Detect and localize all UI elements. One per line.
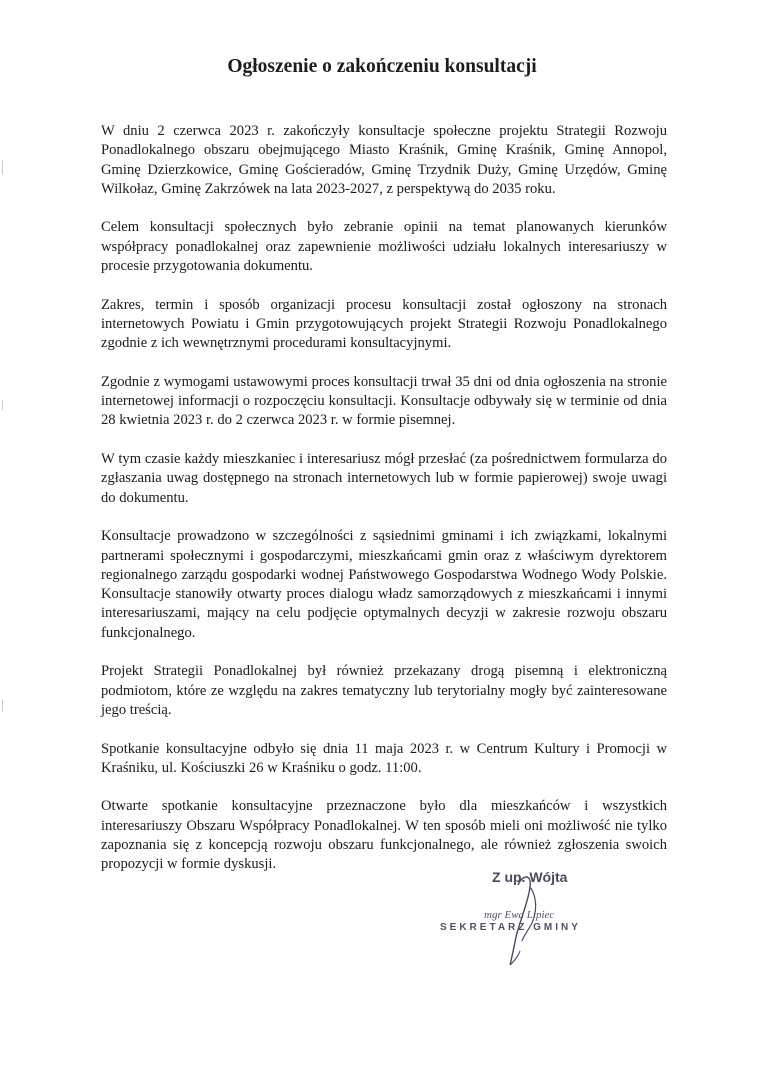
paragraph: Zgodnie z wymogami ustawowymi proces konsultacji trwał 35 dni od dnia ogłoszenia na stronie internetowej informacji o rozpoczęciu konsultacji. Konsultacje odbywały się w terminie od dnia 28 kwietnia 2023 r. do 2 czerwca 2023 r. w formie pisemnej. [101, 373, 667, 429]
stamp-name-line: mgr Ewa Lipiec [484, 909, 555, 921]
scan-edge-mark [2, 400, 3, 410]
document-body [101, 122, 667, 894]
paragraph: W tym czasie każdy mieszkaniec i interesariusz mógł przesłać (za pośrednictwem formularza do zgłaszania uwag dostępnego na stronach internetowych lub w formie papierowej) swoje uwagi do dokumentu. [101, 451, 667, 506]
stamp-role-line: SEKRETARZ GMINY [440, 922, 581, 933]
scan-edge-mark [2, 160, 3, 174]
paragraph: Spotkanie konsultacyjne odbyło się dnia 11 maja 2023 r. w Centrum Kultury i Promocji w Kraśniku, ul. Kościuszki 26 w Kraśniku o godz. 11:00. [101, 740, 667, 776]
paragraph: Projekt Strategii Ponadlokalnej był również przekazany drogą pisemną i elektroniczną podmiotom, które ze względu na zakres tematyczny lub terytorialny mogły być zainteresowane jego treścią. [101, 663, 667, 718]
paragraph: Zakres, termin i sposób organizacji procesu konsultacji został ogłoszony na stronach internetowych Powiatu i Gmin przygotowujących projekt Strategii Rozwoju Ponadlokalnego zgodnie z ich wewnętrznymi procedurami konsultacyjnymi. [101, 296, 667, 352]
scan-edge-mark [2, 700, 3, 712]
handwritten-signature-icon [440, 865, 640, 975]
stamp-authority-line: Z up. Wójta [492, 869, 568, 885]
document-title: Ogłoszenie o zakończeniu konsultacji [227, 56, 537, 77]
paragraph: Konsultacje prowadzono w szczególności z sąsiednimi gminami i ich związkami, lokalnymi partnerami społecznymi i gospodarczymi, mieszkańcami gmin oraz z właściwym dyrektorem regionalnego zarządu gospodarki wodnej Państwowego Gospodarstwa Wodnego Wody Polskie. Konsultacje stanowiły otwarty proces dialogu władz samorządowych z mieszkańcami i innymi interesariuszami, mający na celu podjęcie optymalnych decyzji w zakresie rozwoju obszaru funkcjonalnego. [101, 528, 667, 641]
paragraph: Otwarte spotkanie konsultacyjne przeznaczone było dla mieszkańców i wszystkich interesariuszy Obszaru Współpracy Ponadlokalnej. W ten sposób mieli oni możliwość nie tylko zapoznania się z koncepcją rozwoju obszaru funkcjonalnego, ale również zgłoszenia swoich propozycji w formie dyskusji. [101, 798, 667, 873]
paragraph: W dniu 2 czerwca 2023 r. zakończyły konsultacje społeczne projektu Strategii Rozwoju Ponadlokalnego obszaru obejmującego Miasto Kraśnik, Gminę Kraśnik, Gminę Annopol, Gminę Dzierzkowice, Gminę Gościeradów, Gminę Trzydnik Duży, Gminę Urzędów, Gminę Wilkołaz, Gminę Zakrzówek na lata 2023-2027, z perspektywą do 2035 roku. [101, 123, 667, 197]
signature-stamp [440, 865, 640, 975]
paragraph: Celem konsultacji społecznych było zebranie opinii na temat planowanych kierunków współpracy ponadlokalnej oraz zapewnienie możliwości udziału lokalnych interesariuszy w procesie przygotowania dokumentu. [101, 219, 667, 275]
